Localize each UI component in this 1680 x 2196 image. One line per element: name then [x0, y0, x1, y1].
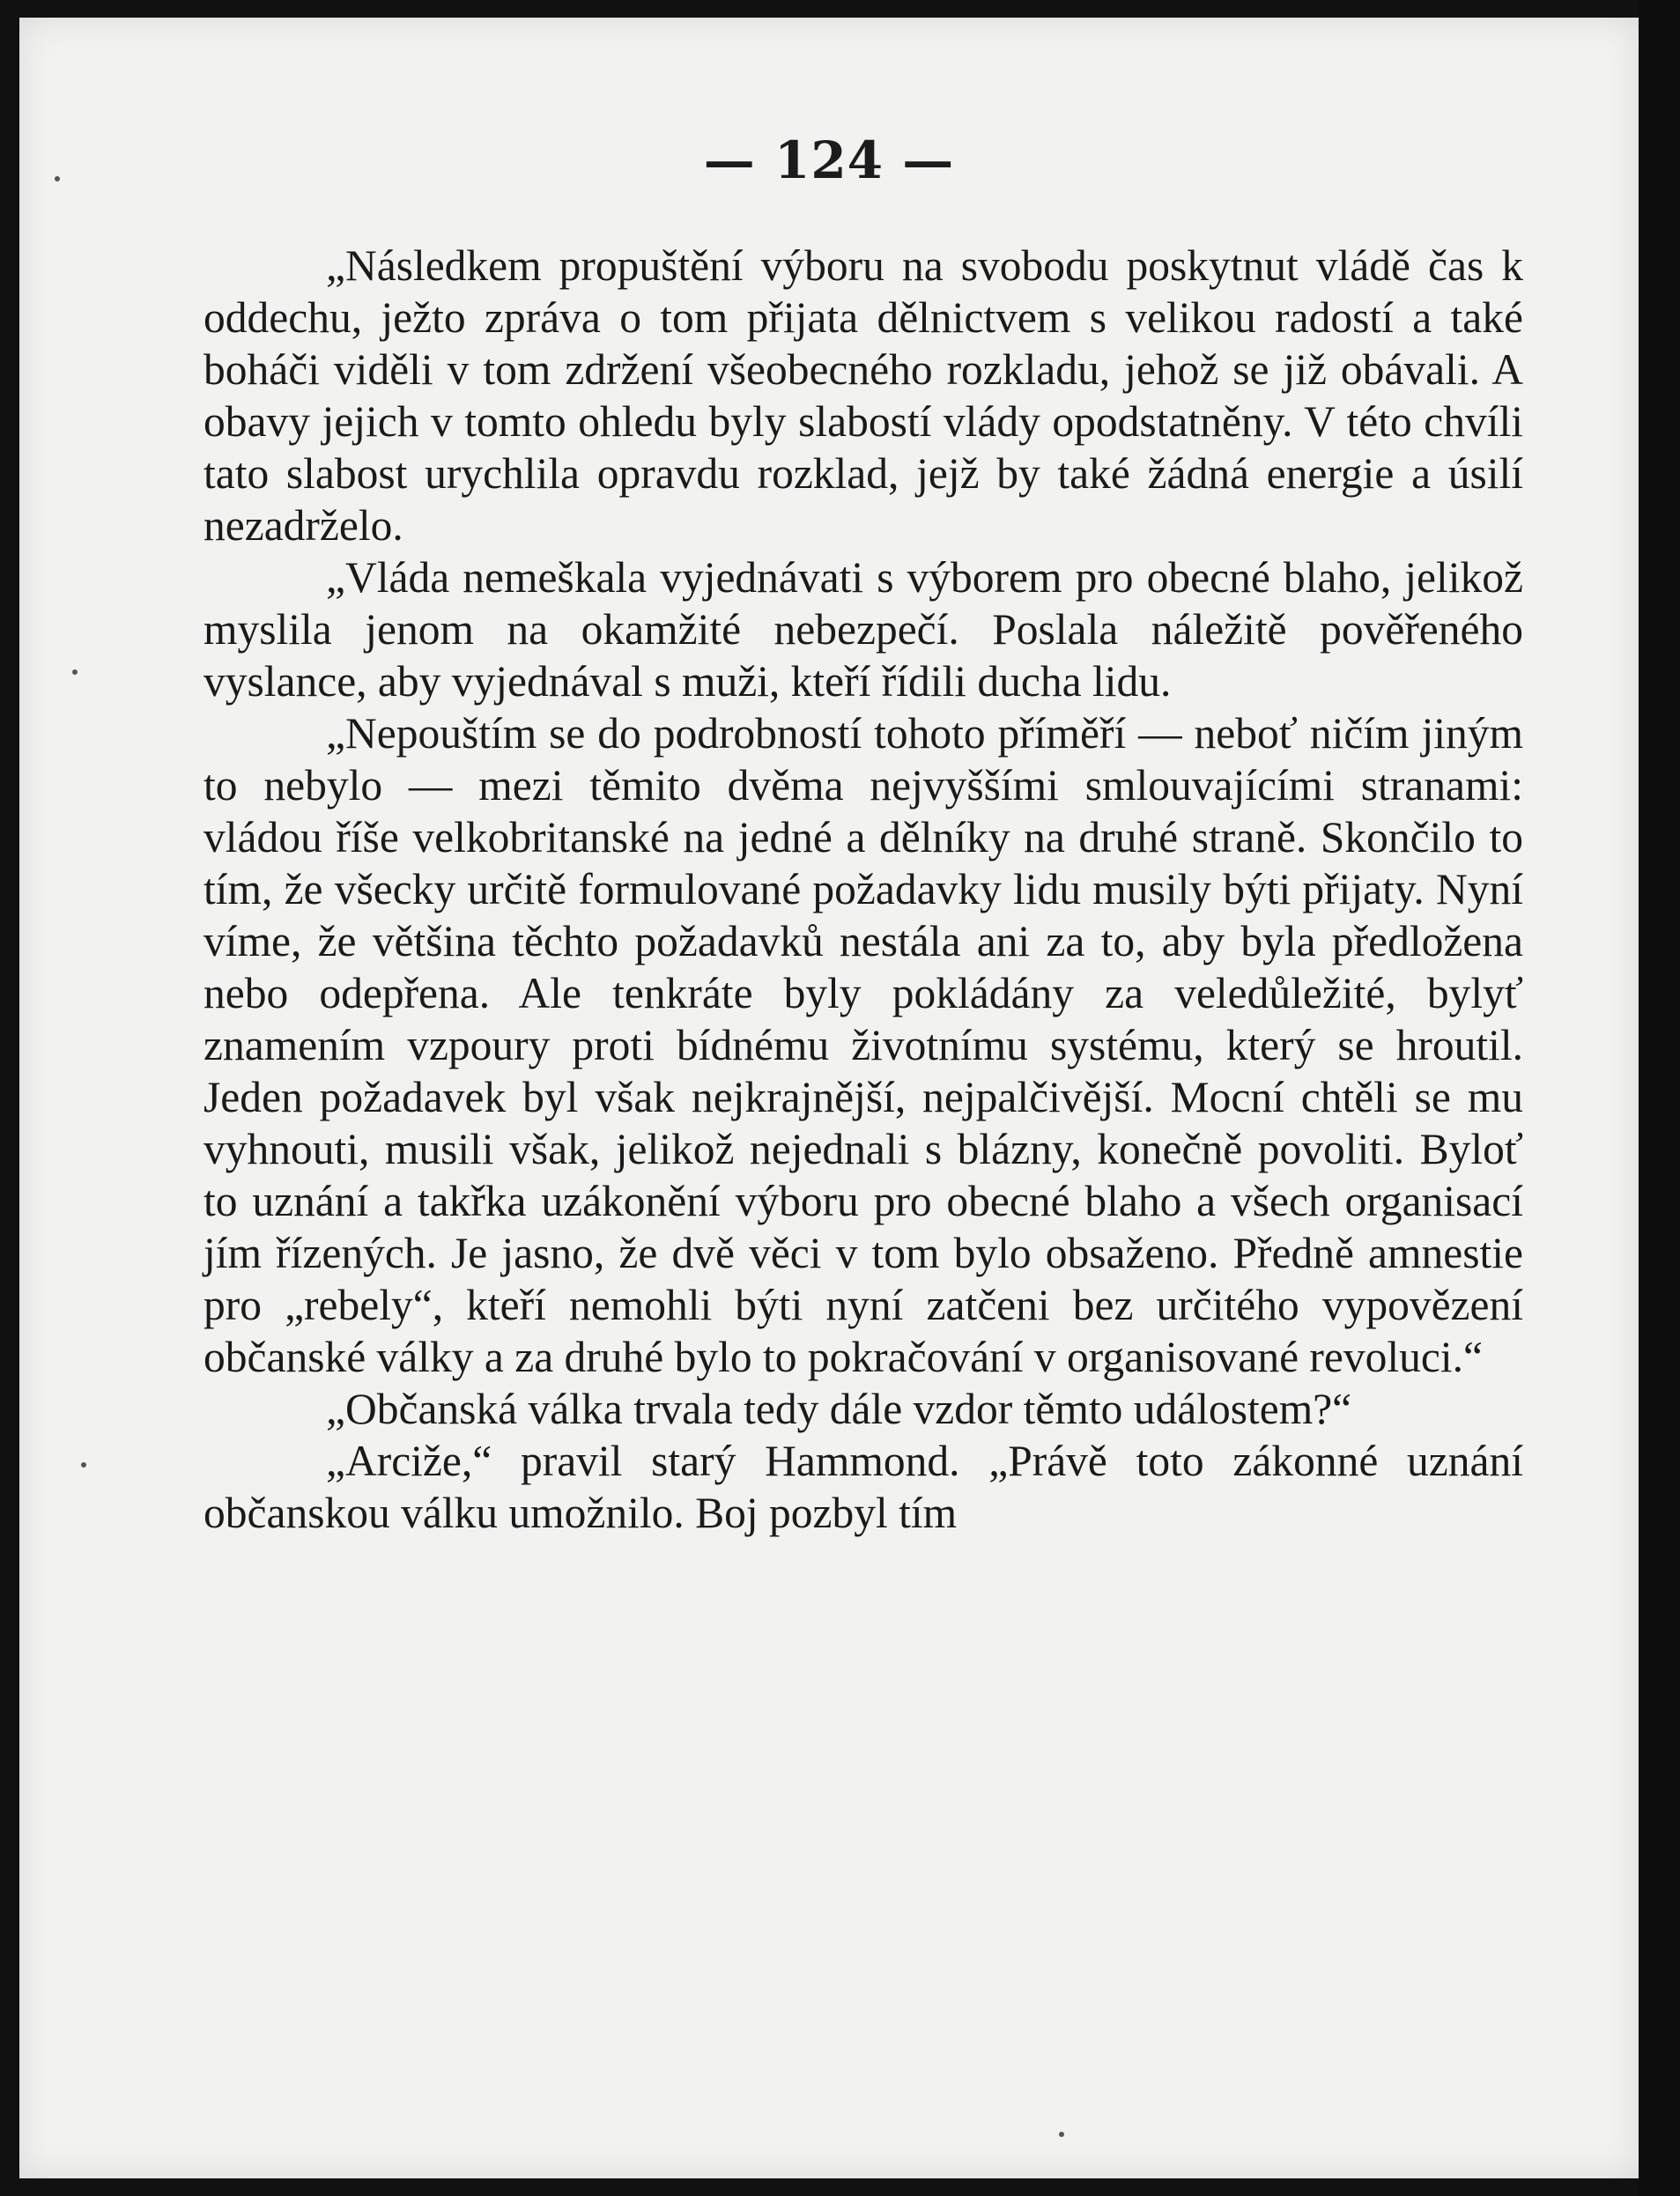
paragraph: „Arciže,“ pravil starý Hammond. „Právě toto zákonné uznání občanskou válku umožnilo. Boj pozbyl tím: [204, 1437, 1523, 1537]
scan-edge: [1639, 0, 1680, 2196]
scan-speck: [81, 1462, 86, 1468]
paragraph: „Občanská válka trvala tedy dále vzdor těmto událostem?“: [326, 1385, 1352, 1433]
paragraph: „Nepouštím se do podrobností tohoto příměří — neboť ničím jiným to nebylo — mezi těmito dvěma nejvyššími smlouvajícími stranami: vládou říše velkobritanské na jedné a dělníky na druhé straně. Skončilo to tím, že všecky určitě formulované požadavky lidu musily býti přijaty. Nyní víme, že většina těchto požadavků nestála ani za to, aby byla předložena nebo odepřena. Ale tenkráte byly pokládány za veledůležité, bylyť znamením vzpoury proti bídnému životnímu systému, který se hroutil. Jeden požadavek byl však nejkrajnější, nejpalčivější. Mocní chtěli se mu vyhnouti, musili však, jelikož nejednali s blázny, konečně povoliti. Byloť to uznání a takřka uzákonění výboru pro obecné blaho a všech organisací jím řízených. Je jasno, že dvě věci v tom bylo obsaženo. Předně amnestie pro „rebely“, kteří nemohli býti nyní zatčeni bez určitého vypovězení občanské války a za druhé bylo to pokračování v organisované revoluci.“: [204, 709, 1523, 1381]
page-number: — 124 —: [703, 130, 955, 190]
body-text: [204, 240, 1523, 1539]
scan-speck: [72, 669, 78, 675]
book-page: [19, 18, 1639, 2178]
paragraph: „Vláda nemeškala vyjednávati s výborem pro obecné blaho, jelikož myslila jenom na okamžité nebezpečí. Poslala náležitě pověřeného vyslance, aby vyjednával s muži, kteří řídili ducha lidu.: [204, 553, 1523, 706]
paragraph: „Následkem propuštění výboru na svobodu poskytnut vládě čas k oddechu, ježto zpráva o tom přijata dělnictvem s velikou radostí a také boháči viděli v tom zdržení všeobecného rozkladu, jehož se již obávali. A obavy jejich v tomto ohledu byly slabostí vlády opodstatněny. V této chvíli tato slabost urychlila opravdu rozklad, jejž by také žádná energie a úsilí nezadrželo.: [204, 241, 1523, 550]
scan-speck: [1059, 2132, 1064, 2137]
